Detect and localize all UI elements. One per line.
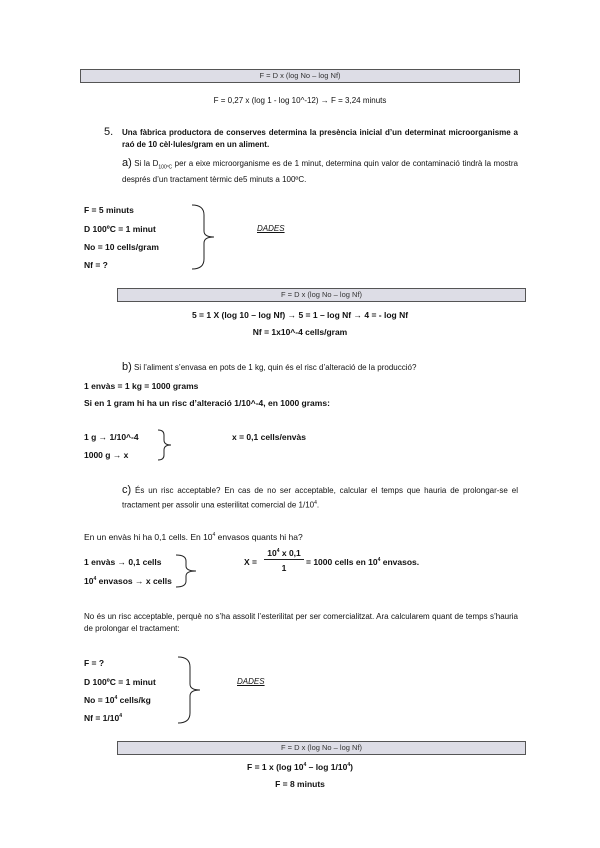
dades2-line-3-pre: No = 10 xyxy=(84,695,115,705)
question-b-result: x = 0,1 cells/envàs xyxy=(232,432,306,442)
formula-c-bar xyxy=(117,741,526,755)
question-a xyxy=(122,157,518,186)
intro-result xyxy=(0,96,600,105)
formula-c-line-1-mid: – log 1/10 xyxy=(306,762,348,772)
formula-header-bar xyxy=(80,69,520,83)
formula-header-text: F = D x (log No – log Nf) xyxy=(259,71,341,80)
question-c-line-1-post: envasos quants hi ha? xyxy=(215,532,303,542)
dades2-line-4-sup: 4 xyxy=(119,713,122,720)
dades1-line-2: D 100ºC = 1 minut xyxy=(84,224,156,234)
formula-c-line-1-sup1: 4 xyxy=(303,762,307,769)
question-b xyxy=(122,361,416,373)
dades2-line-4-pre: Nf = 1/10 xyxy=(84,713,120,723)
dades2-line-3 xyxy=(84,695,151,705)
dades2-label: DADES xyxy=(237,677,265,686)
question-c-rule-2-post: envasos → x cells xyxy=(96,576,172,586)
question-a-text-1: Si la D xyxy=(134,159,159,168)
fraction-num-b: x 0,1 xyxy=(281,548,301,558)
intro-result-post: F = 3,24 minuts xyxy=(331,96,387,105)
question-b-letter: b) xyxy=(122,361,132,373)
arrow-icon: → xyxy=(320,96,329,105)
question-c-result xyxy=(306,557,419,567)
dades2-line-2: D 100ºC = 1 minut xyxy=(84,677,156,687)
question-number: 5. xyxy=(104,126,114,138)
dades1-label: DADES xyxy=(257,224,285,233)
question-c-rule-2-pre: 10 xyxy=(84,576,94,586)
question-b-line-2: Si en 1 gram hi ha un risc d’alteració 1/10^-4, en 1000 grams: xyxy=(84,398,330,408)
formula-c-line-1 xyxy=(0,762,600,772)
question-c-letter: c) xyxy=(122,484,132,496)
dades1-line-4: Nf = ? xyxy=(84,260,108,270)
question-c-line-1-pre: En un envàs hi ha 0,1 cells. En 10 xyxy=(84,532,213,542)
dades2-brace-icon xyxy=(176,655,206,725)
dades1-line-1: F = 5 minuts xyxy=(84,205,134,215)
intro-result-pre: F = 0,27 x (log 1 - log 10^-12) xyxy=(213,96,319,105)
formula-c-bar-text: F = D x (log No – log Nf) xyxy=(280,743,363,752)
fraction-num-a: 10 xyxy=(267,548,277,558)
formula-a-bar xyxy=(117,288,526,302)
question-c-sup: 4 xyxy=(314,500,317,506)
formula-a-bar-text: F = D x (log No – log Nf) xyxy=(280,290,363,299)
question-a-letter: a) xyxy=(122,157,132,169)
question-b-text: Si l’aliment s’envasa en pots de 1 kg, quin és el risc d’alteració de la producció? xyxy=(134,363,417,372)
question-b-rule-1: 1 g → 1/10^-4 xyxy=(84,432,139,442)
fraction-numerator xyxy=(264,548,304,560)
dades2-line-1: F = ? xyxy=(84,658,105,668)
dades2-line-3-sup: 4 xyxy=(114,695,118,702)
formula-c-line-1-sup2: 4 xyxy=(347,762,351,769)
formula-c-line-2: F = 8 minuts xyxy=(275,779,325,789)
formula-c-line-1-post: ) xyxy=(350,762,353,772)
fraction-denominator: 1 xyxy=(281,563,287,573)
question-c xyxy=(122,484,518,512)
question-c-result-sup: 4 xyxy=(377,557,381,564)
question-b-rule-2: 1000 g → x xyxy=(84,450,129,460)
dades2-line-3-post: cells/kg xyxy=(117,695,151,705)
question-c-brace-icon xyxy=(174,553,204,589)
question-c-rule-2 xyxy=(84,576,172,586)
formula-a-line-1: 5 = 1 X (log 10 – log Nf) → 5 = 1 – log Nf → 4 = - log Nf xyxy=(191,310,409,320)
question-c-result-pre: = 1000 cells en 10 xyxy=(306,557,378,567)
question-c-text-1: És un risc acceptable? En cas de no ser acceptable, calcular el temps que hauria de prolongar-se el tractament per assolir una esterilitat comercial de 1/10 xyxy=(122,486,518,510)
formula-c-line-1-pre: F = 1 x (log 10 xyxy=(247,762,304,772)
question-a-sub: 100ºC xyxy=(158,164,173,171)
question-c-rule-2-sup: 4 xyxy=(93,576,97,583)
question-c-rule-1: 1 envàs → 0,1 cells xyxy=(84,557,162,567)
question-a-text-2: per a eixe microorganisme es de 1 minut, determina quin valor de contaminació tindrà la mostra després d’un tractament tèrmic de5 minuts a 100ºC. xyxy=(122,159,519,184)
question-c-line-1-sup: 4 xyxy=(212,532,216,539)
dades2-line-4 xyxy=(84,713,122,723)
question-c-result-post: envasos. xyxy=(380,557,420,567)
question-c-text-2: . xyxy=(316,500,320,510)
question-c-x-label: X = xyxy=(244,557,257,567)
dades1-line-3: No = 10 cells/gram xyxy=(84,242,159,252)
question-b-brace-icon xyxy=(156,428,176,462)
dades1-brace-icon xyxy=(190,203,220,271)
fraction-num-sup: 4 xyxy=(276,548,280,555)
question-b-line-1: 1 envàs = 1 kg = 1000 grams xyxy=(84,381,199,391)
question-5-text: Una fàbrica productora de conserves determina la presència inicial d’un determinat microorganisme a raó de 10 cèl·lules/gram en un aliment. xyxy=(122,128,518,149)
formula-a-line-2: Nf = 1x10^-4 cells/gram xyxy=(252,327,348,337)
question-c-line-1 xyxy=(84,532,303,542)
question-c-conclusion: No és un risc acceptable, perquè no s’ha assolit l’esterilitat per ser comercialitzat. Ara calcularem quant de temps s’hauria de prolongar el tractament: xyxy=(84,612,518,633)
